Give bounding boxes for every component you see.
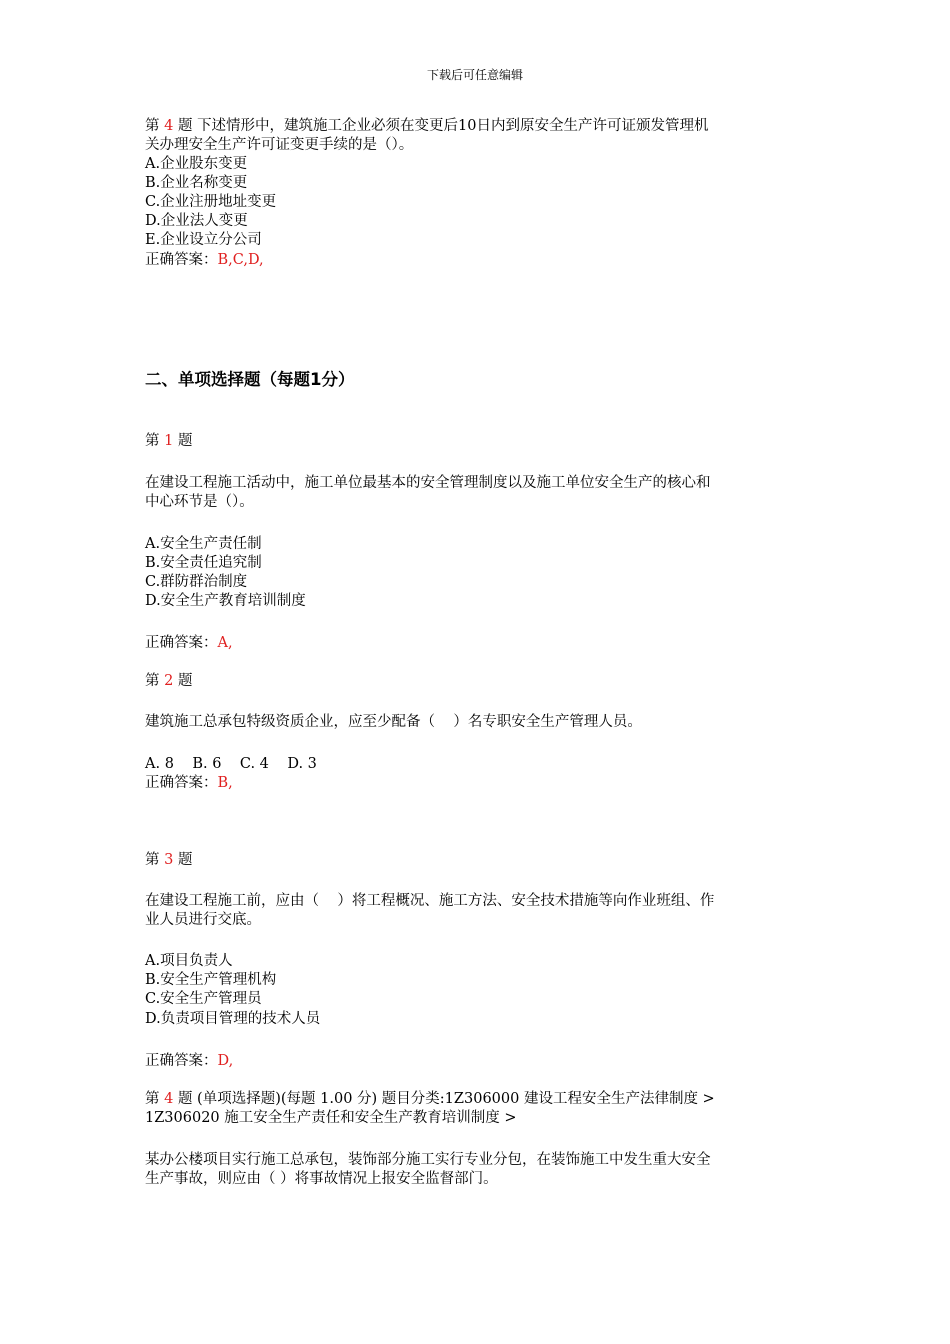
answer-label: 正确答案： (145, 252, 218, 268)
q4-multi-heading (145, 117, 709, 136)
question-prefix: 第 (145, 433, 160, 449)
question-suffix: 题 (177, 673, 193, 689)
question-prefix: 第 (145, 852, 160, 868)
question-prefix: 第 (145, 118, 160, 134)
answer-label: 正确答案： (145, 775, 218, 791)
option-e: E.企业设立分公司 (145, 232, 262, 248)
q4-single-meta-line2: 1Z306020 施工安全生产责任和安全生产教育培训制度 > (145, 1110, 517, 1126)
answer-value: D, (217, 1053, 234, 1069)
q1-heading (145, 432, 192, 451)
answer-label: 正确答案： (145, 635, 218, 651)
q4-single-heading (145, 1090, 715, 1109)
question-prefix: 第 (145, 673, 160, 689)
q1-stem-line2: 中心环节是（）。 (145, 494, 254, 510)
question-stem: 下述情形中，建筑施工企业必须在变更后10日内到原安全生产许可证颁发管理机 (197, 118, 709, 134)
question-number: 4 (164, 1091, 174, 1107)
answer-value: B,C,D, (217, 252, 264, 268)
answer-value: B, (217, 775, 233, 791)
question-prefix: 第 (145, 1091, 160, 1107)
option-d: D.安全生产教育培训制度 (145, 593, 306, 609)
answer-line (145, 1052, 233, 1071)
option-a: A.企业股东变更 (145, 156, 248, 172)
answer-line (145, 774, 233, 793)
option-b: B.安全责任追究制 (145, 555, 262, 571)
option-c: C.企业注册地址变更 (145, 194, 277, 210)
option-d: D.负责项目管理的技术人员 (145, 1011, 321, 1027)
q4-single-stem-line1: 某办公楼项目实行施工总承包，装饰部分施工实行专业分包，在装饰施工中发生重大安全 (145, 1152, 711, 1168)
option-a: A.安全生产责任制 (145, 536, 262, 552)
answer-label: 正确答案： (145, 1053, 218, 1069)
option-b: B.安全生产管理机构 (145, 972, 277, 988)
q3-stem-line2: 业人员进行交底。 (145, 912, 261, 928)
q3-heading (145, 851, 192, 870)
option-a: A.项目负责人 (145, 953, 233, 969)
q2-heading (145, 672, 192, 691)
question-suffix: 题 (177, 118, 193, 134)
question-suffix: 题 (177, 852, 193, 868)
question-number: 3 (164, 852, 174, 868)
question-number: 2 (164, 673, 174, 689)
question-number: 4 (164, 118, 174, 134)
answer-line (145, 634, 233, 653)
q2-stem: 建筑施工总承包特级资质企业，应至少配备（ ）名专职安全生产管理人员。 (145, 714, 642, 730)
option-c: C.群防群治制度 (145, 574, 248, 590)
q1-stem-line1: 在建设工程施工活动中，施工单位最基本的安全管理制度以及施工单位安全生产的核心和 (145, 475, 711, 491)
question-number: 1 (164, 433, 174, 449)
option-b: B.企业名称变更 (145, 175, 248, 191)
q4-single-stem-line2: 生产事故，则应由（ ）将事故情况上报安全监督部门。 (145, 1171, 498, 1187)
question-suffix: 题 (177, 433, 193, 449)
question-meta: 题 (单项选择题)(每题 1.00 分) 题目分类:1Z306000 建设工程安全生产法律制度 > (177, 1091, 715, 1107)
q2-options: A. 8 B. 6 C. 4 D. 3 (145, 756, 317, 772)
answer-value: A, (217, 635, 233, 651)
q3-stem-line1: 在建设工程施工前，应由（ ）将工程概况、施工方法、安全技术措施等向作业班组、作 (145, 893, 715, 909)
page-header: 下载后可任意编辑 (426, 68, 523, 82)
section-title: 二、单项选择题（每题1分） (145, 370, 355, 389)
answer-line (145, 251, 264, 270)
option-c: C.安全生产管理员 (145, 991, 262, 1007)
option-d: D.企业法人变更 (145, 213, 248, 229)
q4-multi-stem-line2: 关办理安全生产许可证变更手续的是（）。 (145, 137, 414, 153)
